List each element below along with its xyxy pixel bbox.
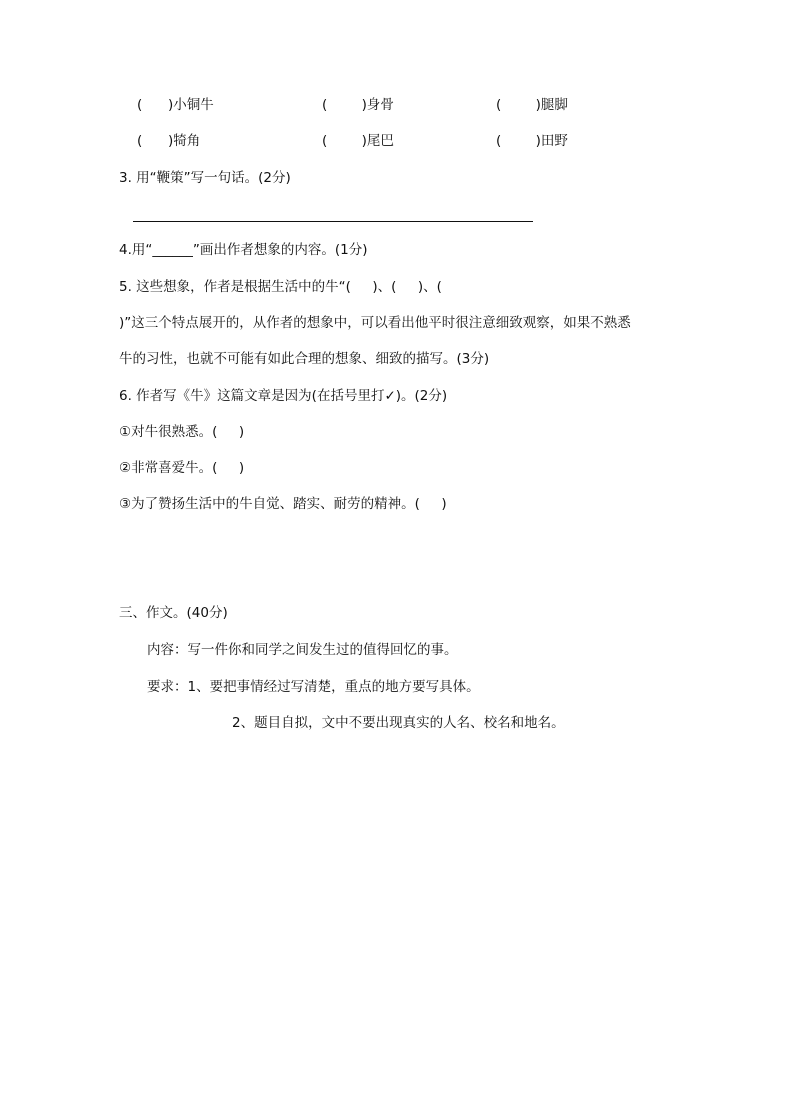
section-3-title: 三、作文。(40分): [119, 605, 228, 621]
fill-item-legs: ( )腿脚: [496, 97, 568, 113]
question-6-option-1: ①对牛很熟悉。( ): [119, 424, 245, 440]
question-5-line-1: 5. 这些想象，作者是根据生活中的牛“( )、( )、(: [119, 279, 442, 295]
answer-line: [133, 221, 533, 222]
question-3: 3. 用“鞭策”写一句话。(2分): [119, 170, 291, 186]
question-6: 6. 作者写《牛》这篇文章是因为(在括号里打✓)。(2分): [119, 388, 448, 404]
fill-item-tail: ( )尾巴: [322, 133, 394, 149]
question-5-line-3: 牛的习性，也就不可能有如此合理的想象、细致的描写。(3分): [119, 351, 490, 367]
question-6-option-2: ②非常喜爱牛。( ): [119, 460, 245, 476]
composition-requirement-2: 2、题目自拟，文中不要出现真实的人名、校名和地名。: [232, 715, 565, 731]
question-5-line-2: )”这三个特点展开的，从作者的想象中，可以看出他平时很注意细致观察，如果不熟悉: [119, 315, 631, 331]
composition-requirement-1: 要求：1、要把事情经过写清楚，重点的地方要写具体。: [147, 679, 480, 695]
fill-item-field: ( )田野: [496, 133, 568, 149]
fill-item-bronze-calf: ( )小铜牛: [137, 97, 214, 113]
fill-item-horns: ( )犄角: [137, 133, 201, 149]
question-6-option-3: ③为了赞扬生活中的牛自觉、踏实、耐劳的精神。( ): [119, 496, 447, 512]
composition-content: 内容：写一件你和同学之间发生过的值得回忆的事。: [147, 642, 458, 658]
fill-item-body-bones: ( )身骨: [322, 97, 394, 113]
question-4: 4.用“______”画出作者想象的内容。(1分): [119, 242, 368, 258]
